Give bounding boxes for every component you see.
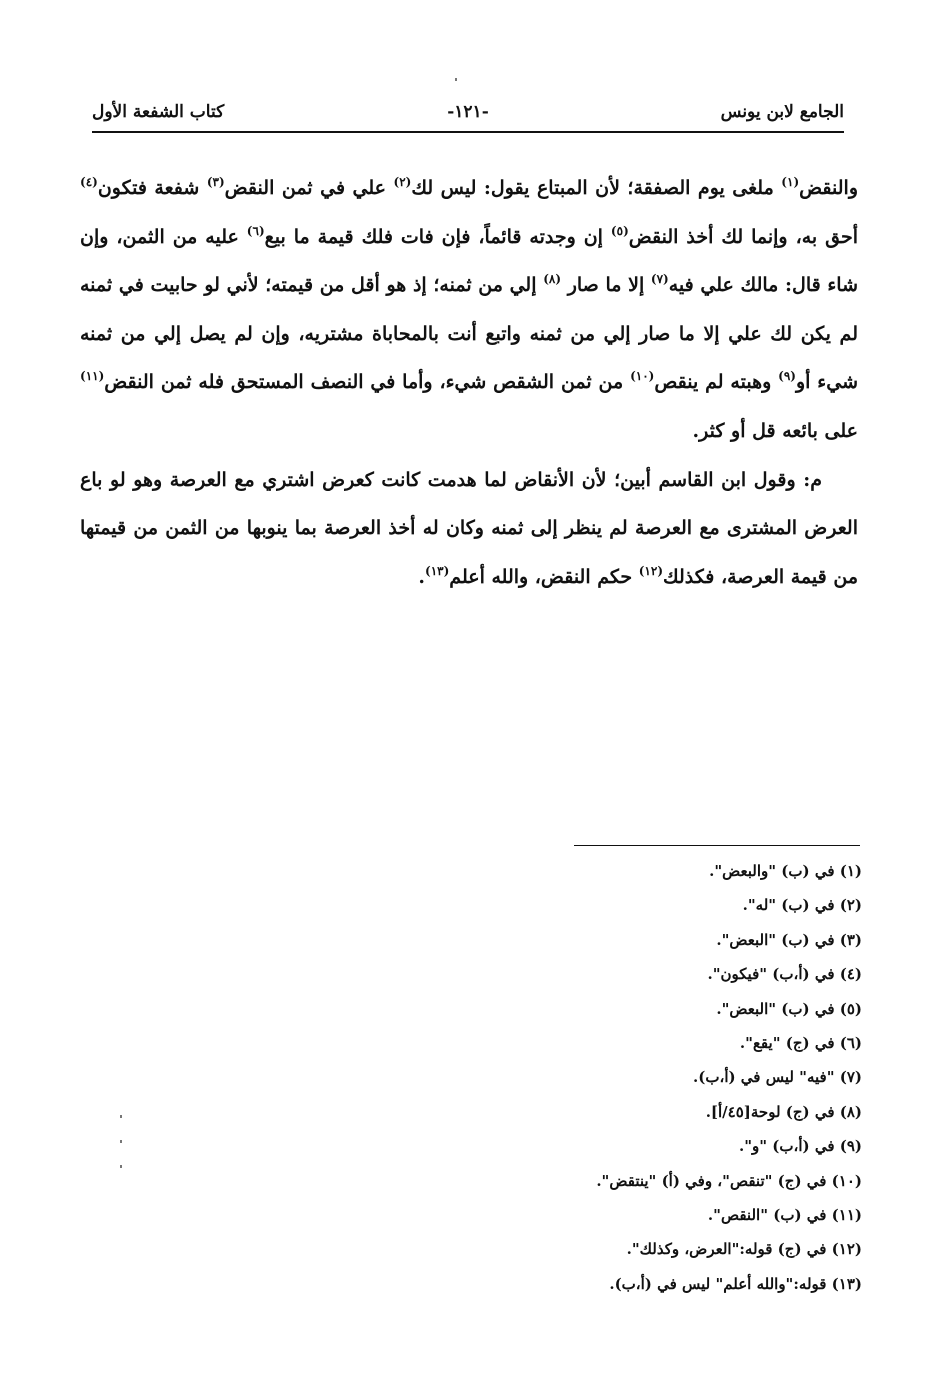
footnote-marker: (١١) xyxy=(80,369,105,384)
footnote-marker: (٥) xyxy=(610,223,629,238)
footnote-marker: (٤) xyxy=(80,175,98,189)
footnote-item: (١) في (ب) "والبعض". xyxy=(709,862,862,880)
footnote-item: (٥) في (ب) "البعض". xyxy=(716,999,862,1018)
footnote-marker: (٢) xyxy=(393,175,412,189)
footnote-marker: (٨) xyxy=(543,272,562,287)
body-paragraph-1 xyxy=(80,164,858,456)
body-text-run: م: وقول ابن القاسم أبين؛ لأن الأنقاض لما هدمت كانت كعرض اشتري مع العرصة وهو لو باع العرض المشترى مع العرصة لم ينظر إلى ثمنه وكان له أخذ العرصة بما ينوبها من الثمن من قيمتها من قيمة العرصة، فكذلك xyxy=(80,468,858,588)
body-text-run: حكم النقض، والله أعلم xyxy=(449,565,639,588)
footnote-item: (٦) في (ج) "يقع". xyxy=(739,1033,862,1052)
running-header xyxy=(92,102,844,130)
scan-speck xyxy=(120,1115,122,1118)
body-text-run: إن وجدته قائماً، فإن فات فلك قيمة ما بيع xyxy=(264,225,611,248)
scan-speck xyxy=(120,1140,122,1143)
scan-speck xyxy=(455,78,457,81)
footnote-marker: (٧) xyxy=(650,272,669,287)
body-paragraph-2 xyxy=(80,456,858,602)
main-text xyxy=(80,164,858,601)
body-text-run: . xyxy=(418,565,426,588)
book-title: الجامع لابن يونس xyxy=(720,102,844,122)
page-number: -١٢١- xyxy=(447,102,489,122)
body-text-run: شفعة فتكون xyxy=(97,177,207,199)
footnote-item: (١٢) في (ج) قوله:"العرض، وكذلك". xyxy=(626,1240,862,1259)
body-text-run: والنقض xyxy=(799,177,858,199)
footnote-marker: (١٢) xyxy=(638,563,663,578)
footnote-item: (٤) في (أ،ب) "فيكون". xyxy=(707,965,862,984)
body-text-run: من ثمن الشقص شيء، وأما في النصف المستحق فله ثمن النقض xyxy=(104,371,631,394)
footnote-marker: (١) xyxy=(781,175,800,189)
footnote-marker: (٣) xyxy=(206,175,225,189)
footnote-item: (١٣) قوله:"والله أعلم" ليس في (أ،ب). xyxy=(609,1274,862,1293)
footnote-item: (٩) في (أ،ب) "و". xyxy=(738,1137,862,1156)
footnote-item: (١٠) في (ج) "تنقص"، وفي (أ) "ينتقض". xyxy=(596,1171,862,1190)
footnote-item: (٣) في (ب) "البعض". xyxy=(716,930,862,949)
footnotes-list xyxy=(422,858,862,1305)
footnote-item: (٨) في (ج) لوحة[٤٥/أ]. xyxy=(705,1102,862,1121)
body-text-run: إلي من ثمنه؛ إذ هو أقل من قيمته؛ لأني لو حابيت في ثمنه لم يكن لك علي إلا ما صار إلي من ثمنه واتبع أنت بالمحاباة مشتريه، وإن لم يصل إلي من ثمنه شيء أو xyxy=(80,274,858,394)
chapter-title: كتاب الشفعة الأول xyxy=(92,102,225,122)
footnote-divider xyxy=(574,845,860,846)
body-text-run: علي في ثمن النقض xyxy=(224,177,394,199)
footnote-marker: (١٠) xyxy=(630,369,655,384)
footnote-marker: (٩) xyxy=(778,369,796,384)
footnote-marker: (١٣) xyxy=(425,563,450,578)
body-text-run: ملغى يوم الصفقة؛ لأن المبتاع يقول: ليس لك xyxy=(411,177,782,199)
footnote-marker: (٦) xyxy=(246,223,265,238)
footnote-item: (١١) في (ب) "النقص". xyxy=(707,1205,862,1224)
body-text-run: على بائعه قل أو كثر. xyxy=(692,419,858,442)
body-text-run: أحق به، وإنما لك أخذ النقض xyxy=(628,225,858,248)
body-text-run: وهبته لم ينقص xyxy=(654,371,779,394)
body-text-run: عليه من الثمن، وإن شاء قال: مالك علي فيه xyxy=(80,225,859,297)
scan-speck xyxy=(120,1165,122,1168)
header-divider xyxy=(92,131,844,133)
footnote-item: (٧) "فيه" ليس في (أ،ب). xyxy=(693,1068,862,1087)
body-text-run: إلا ما صار xyxy=(561,274,651,297)
footnote-item: (٢) في (ب) "له". xyxy=(742,896,862,915)
